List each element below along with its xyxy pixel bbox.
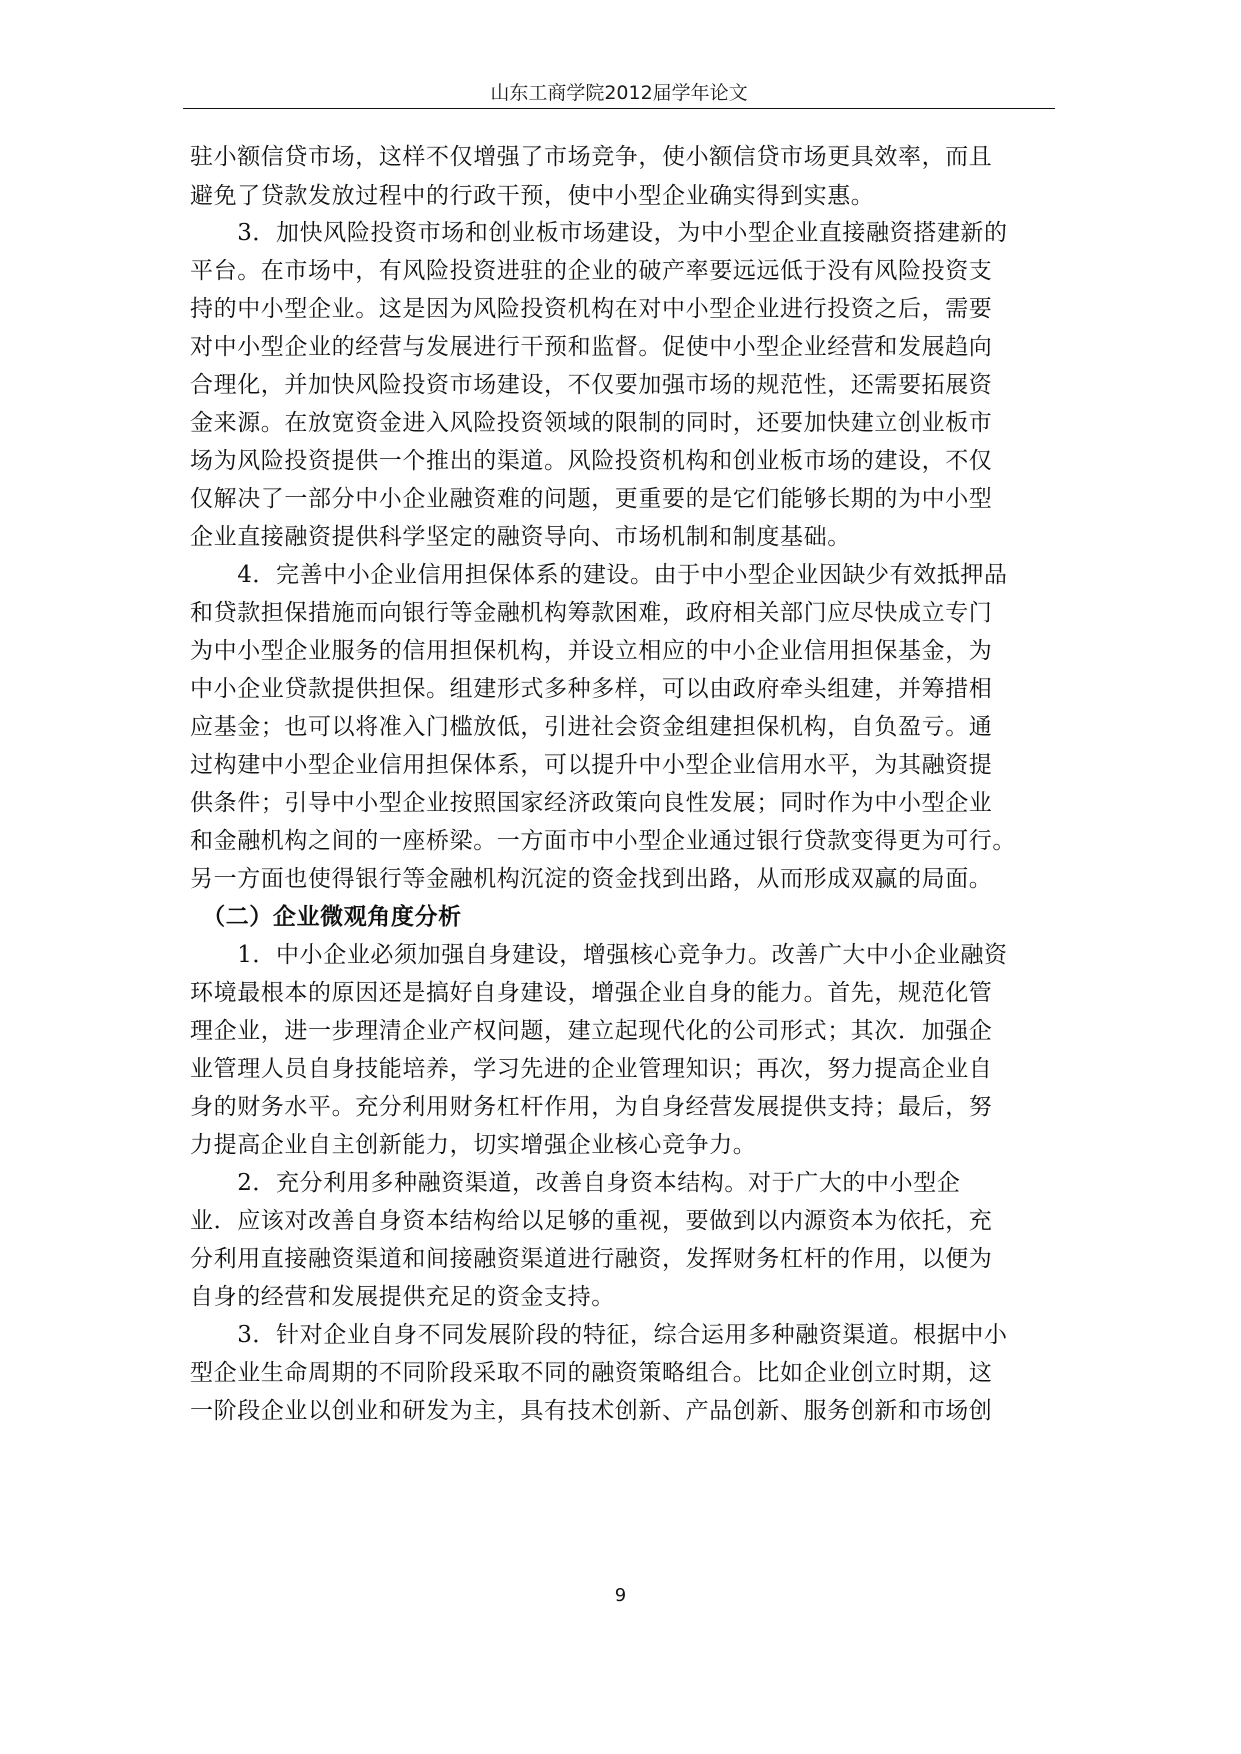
text-line: 金来源。在放宽资金进入风险投资领域的限制的同时，还要加快建立创业板市 xyxy=(190,410,993,436)
section-heading: （二）企业微观角度分析 xyxy=(190,903,462,930)
text-line: 3．加快风险投资市场和创业板市场建设，为中小型企业直接融资搭建新的 xyxy=(190,220,1008,246)
text-line: 企业直接融资提供科学坚定的融资导向、市场机制和制度基础。 xyxy=(190,524,851,550)
text-line: 自身的经营和发展提供充足的资金支持。 xyxy=(190,1284,615,1310)
text-line: 供条件；引导中小型企业按照国家经济政策向良性发展；同时作为中小型企业 xyxy=(190,790,993,816)
text-line: 和贷款担保措施而向银行等金融机构筹款困难，政府相关部门应尽快成立专门 xyxy=(190,600,993,626)
text-line: 业．应该对改善自身资本结构给以足够的重视，要做到以内源资本为依托，充 xyxy=(190,1208,993,1234)
text-line: 驻小额信贷市场，这样不仅增强了市场竞争，使小额信贷市场更具效率，而且 xyxy=(190,144,993,170)
page-number: 9 xyxy=(614,1585,627,1606)
text-line: 平台。在市场中，有风险投资进驻的企业的破产率要远远低于没有风险投资支 xyxy=(190,258,993,284)
text-line: 1．中小企业必须加强自身建设，增强核心竞争力。改善广大中小企业融资 xyxy=(190,942,1008,968)
page-header: 山东工商学院2012届学年论文 xyxy=(490,82,748,104)
text-line: 持的中小型企业。这是因为风险投资机构在对中小型企业进行投资之后，需要 xyxy=(190,296,993,322)
text-line: 场为风险投资提供一个推出的渠道。风险投资机构和创业板市场的建设，不仅 xyxy=(190,448,993,474)
header-divider xyxy=(183,108,1055,109)
text-line: 理企业，进一步理清企业产权问题，建立起现代化的公司形式；其次．加强企 xyxy=(190,1018,993,1044)
text-line: 分利用直接融资渠道和间接融资渠道进行融资，发挥财务杠杆的作用，以便为 xyxy=(190,1246,993,1272)
text-line: 中小企业贷款提供担保。组建形式多种多样，可以由政府牵头组建，并筹措相 xyxy=(190,676,993,702)
text-line: 另一方面也使得银行等金融机构沉淀的资金找到出路，从而形成双赢的局面。 xyxy=(190,866,993,892)
text-line: 环境最根本的原因还是搞好自身建设，增强企业自身的能力。首先，规范化管 xyxy=(190,980,993,1006)
text-line: 型企业生命周期的不同阶段采取不同的融资策略组合。比如企业创立时期，这 xyxy=(190,1360,993,1386)
text-line: 避免了贷款发放过程中的行政干预，使中小型企业确实得到实惠。 xyxy=(190,183,875,209)
text-line: 4．完善中小企业信用担保体系的建设。由于中小型企业因缺少有效抵押品 xyxy=(190,562,1008,588)
text-line: 3．针对企业自身不同发展阶段的特征，综合运用多种融资渠道。根据中小 xyxy=(190,1322,1008,1348)
text-line: 一阶段企业以创业和研发为主，具有技术创新、产品创新、服务创新和市场创 xyxy=(190,1398,993,1424)
text-line: 身的财务水平。充分利用财务杠杆作用，为自身经营发展提供支持；最后，努 xyxy=(190,1094,993,1120)
text-line: 仅解决了一部分中小企业融资难的问题，更重要的是它们能够长期的为中小型 xyxy=(190,486,993,512)
text-line: 业管理人员自身技能培养，学习先进的企业管理知识；再次，努力提高企业自 xyxy=(190,1056,993,1082)
text-line: 对中小型企业的经营与发展进行干预和监督。促使中小型企业经营和发展趋向 xyxy=(190,334,993,360)
text-line: 和金融机构之间的一座桥梁。一方面市中小型企业通过银行贷款变得更为可行。 xyxy=(190,828,1016,854)
text-line: 力提高企业自主创新能力，切实增强企业核心竞争力。 xyxy=(190,1132,757,1158)
text-line: 2．充分利用多种融资渠道，改善自身资本结构。对于广大的中小型企 xyxy=(190,1170,961,1196)
text-line: 为中小型企业服务的信用担保机构，并设立相应的中小企业信用担保基金，为 xyxy=(190,638,993,664)
text-line: 过构建中小型企业信用担保体系，可以提升中小型企业信用水平，为其融资提 xyxy=(190,752,993,778)
text-line: 合理化，并加快风险投资市场建设，不仅要加强市场的规范性，还需要拓展资 xyxy=(190,372,993,398)
text-line: 应基金；也可以将准入门槛放低，引进社会资金组建担保机构，自负盈亏。通 xyxy=(190,714,993,740)
